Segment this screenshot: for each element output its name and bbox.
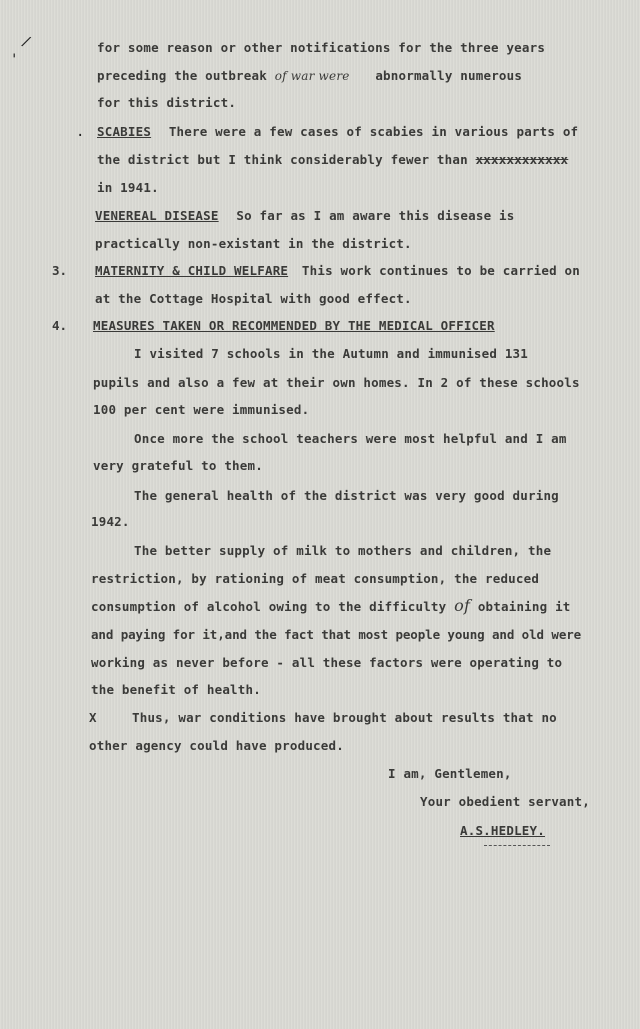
body-line: consumption of alcohol owing to the difficulty of obtaining it: [91, 596, 571, 615]
signature: A.S.HEDLEY.: [460, 823, 545, 838]
body-line: and paying for it,and the fact that most people young and old were: [91, 627, 582, 642]
section-label: MEASURES TAKEN OR RECOMMENDED BY THE MEDICAL OFFICER: [93, 318, 495, 333]
body-line: preceding the outbreak of war were abnormally numerous: [97, 68, 523, 83]
body-line: in 1941.: [97, 180, 159, 195]
body-line: working as never before - all these factors were operating to: [91, 655, 563, 670]
handwritten-insertion: of: [454, 596, 471, 615]
signature-line: [460, 823, 545, 839]
section-heading-line: MATERNITY & CHILD WELFARE This work continues to be carried on: [95, 263, 581, 278]
margin-mark-slash: /: [19, 33, 33, 51]
section-label: SCABIES: [97, 124, 152, 139]
section-number: 4.: [52, 318, 68, 333]
body-line: Thus, war conditions have brought about results that no: [132, 710, 557, 725]
closing-line: I am, Gentlemen,: [388, 766, 512, 781]
body-line: I visited 7 schools in the Autumn and immunised 131: [134, 346, 529, 361]
body-line: The better supply of milk to mothers and children, the: [134, 543, 552, 558]
body-line: at the Cottage Hospital with good effect.: [95, 291, 412, 306]
body-line: 1942.: [91, 514, 130, 529]
body-line: for some reason or other notifications for the three years: [97, 40, 546, 55]
salutation-line: Your obedient servant,: [420, 794, 590, 809]
section-number: 3.: [52, 263, 68, 278]
section-label: MATERNITY & CHILD WELFARE: [95, 263, 289, 278]
margin-mark-dot: .: [76, 124, 85, 140]
body-line: restriction, by rationing of meat consumption, the reduced: [91, 571, 540, 586]
body-line: very grateful to them.: [93, 458, 263, 473]
body-line: practically non-existant in the district.: [95, 236, 412, 251]
struck-text: xxxxxxxxxxxx: [475, 152, 569, 167]
section-heading-line: SCABIES There were a few cases of scabies in various parts of: [97, 124, 579, 139]
body-line: 100 per cent were immunised.: [93, 402, 310, 417]
body-line: for this district.: [97, 95, 237, 110]
signature-dash-rule: [484, 845, 550, 846]
body-line: The general health of the district was very good during: [134, 488, 559, 503]
body-line: the district but I think considerably fewer than xxxxxxxxxxxx: [97, 152, 569, 167]
body-line: other agency could have produced.: [89, 738, 344, 753]
section-heading-line: [93, 318, 495, 334]
section-heading-line: VENEREAL DISEASE So far as I am aware this disease is: [95, 208, 515, 223]
margin-mark-tick: ': [10, 52, 19, 68]
body-line: Once more the school teachers were most helpful and I am: [134, 431, 567, 446]
section-label: VENEREAL DISEASE: [95, 208, 219, 223]
handwritten-insertion: of war were: [274, 69, 350, 83]
body-line: the benefit of health.: [91, 682, 261, 697]
body-line: pupils and also a few at their own homes. In 2 of these schools: [93, 375, 580, 390]
margin-prefix: X: [89, 710, 97, 725]
